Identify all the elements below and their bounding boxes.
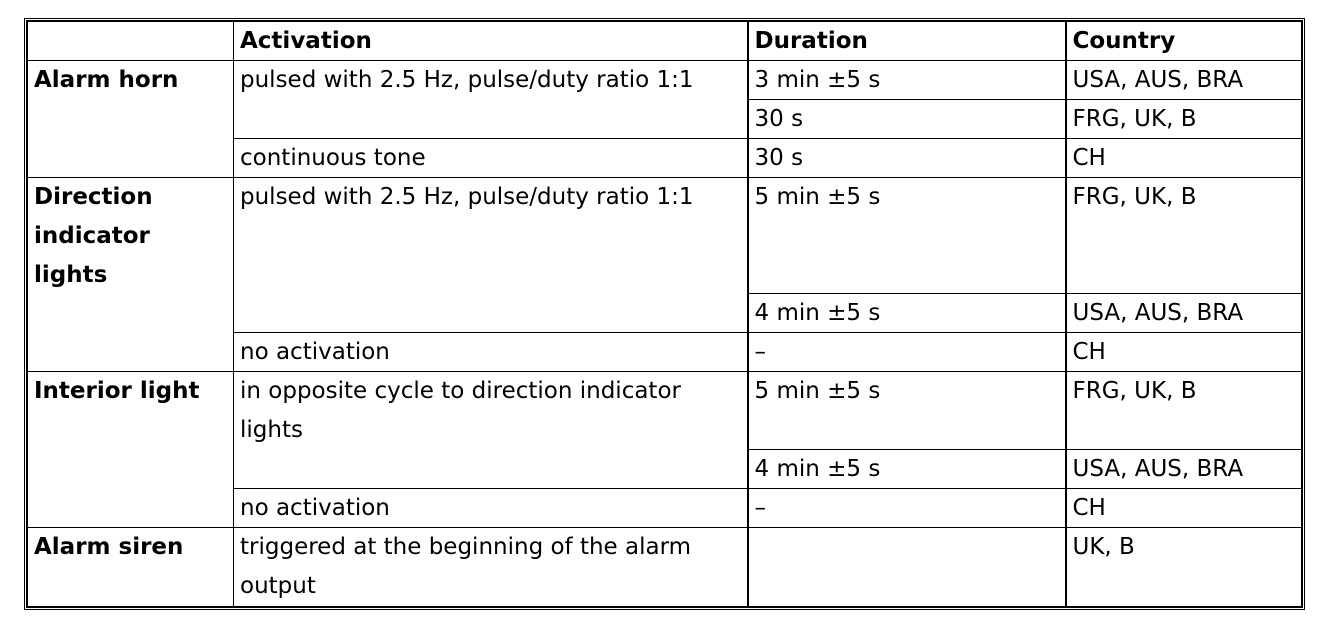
duration-cell: 30 s bbox=[748, 100, 1066, 139]
activation-cell: continuous tone bbox=[234, 139, 748, 178]
alarm-table-frame bbox=[24, 18, 1305, 610]
country-cell: CH bbox=[1066, 333, 1302, 372]
country-cell: USA, AUS, BRA bbox=[1066, 294, 1302, 333]
table-row bbox=[28, 61, 1302, 100]
duration-cell: – bbox=[748, 333, 1066, 372]
country-cell: FRG, UK, B bbox=[1066, 100, 1302, 139]
table-row bbox=[28, 178, 1302, 294]
duration-cell bbox=[748, 528, 1066, 607]
country-cell: CH bbox=[1066, 139, 1302, 178]
header-function bbox=[28, 22, 234, 61]
function-direction-indicator-lights: Direction indicator lights bbox=[28, 178, 234, 372]
activation-cell: triggered at the beginning of the alarm output bbox=[234, 528, 748, 607]
country-cell: UK, B bbox=[1066, 528, 1302, 607]
activation-cell: pulsed with 2.5 Hz, pulse/duty ratio 1:1 bbox=[234, 178, 748, 333]
function-alarm-siren: Alarm siren bbox=[28, 528, 234, 607]
duration-cell: – bbox=[748, 489, 1066, 528]
header-row bbox=[28, 22, 1302, 61]
country-cell: USA, AUS, BRA bbox=[1066, 61, 1302, 100]
activation-cell: pulsed with 2.5 Hz, pulse/duty ratio 1:1 bbox=[234, 61, 748, 139]
header-activation: Activation bbox=[234, 22, 748, 61]
country-cell: FRG, UK, B bbox=[1066, 372, 1302, 450]
duration-cell: 4 min ±5 s bbox=[748, 294, 1066, 333]
activation-cell: in opposite cycle to direction indicator lights bbox=[234, 372, 748, 489]
function-alarm-horn: Alarm horn bbox=[28, 61, 234, 178]
duration-cell: 5 min ±5 s bbox=[748, 372, 1066, 450]
duration-cell: 4 min ±5 s bbox=[748, 450, 1066, 489]
header-country: Country bbox=[1066, 22, 1302, 61]
country-cell: CH bbox=[1066, 489, 1302, 528]
alarm-activation-table bbox=[27, 21, 1302, 607]
country-cell: USA, AUS, BRA bbox=[1066, 450, 1302, 489]
country-cell: FRG, UK, B bbox=[1066, 178, 1302, 294]
duration-cell: 5 min ±5 s bbox=[748, 178, 1066, 294]
table-row bbox=[28, 528, 1302, 607]
activation-cell: no activation bbox=[234, 489, 748, 528]
table-row bbox=[28, 372, 1302, 450]
duration-cell: 30 s bbox=[748, 139, 1066, 178]
activation-cell: no activation bbox=[234, 333, 748, 372]
duration-cell: 3 min ±5 s bbox=[748, 61, 1066, 100]
function-interior-light: Interior light bbox=[28, 372, 234, 528]
header-duration: Duration bbox=[748, 22, 1066, 61]
